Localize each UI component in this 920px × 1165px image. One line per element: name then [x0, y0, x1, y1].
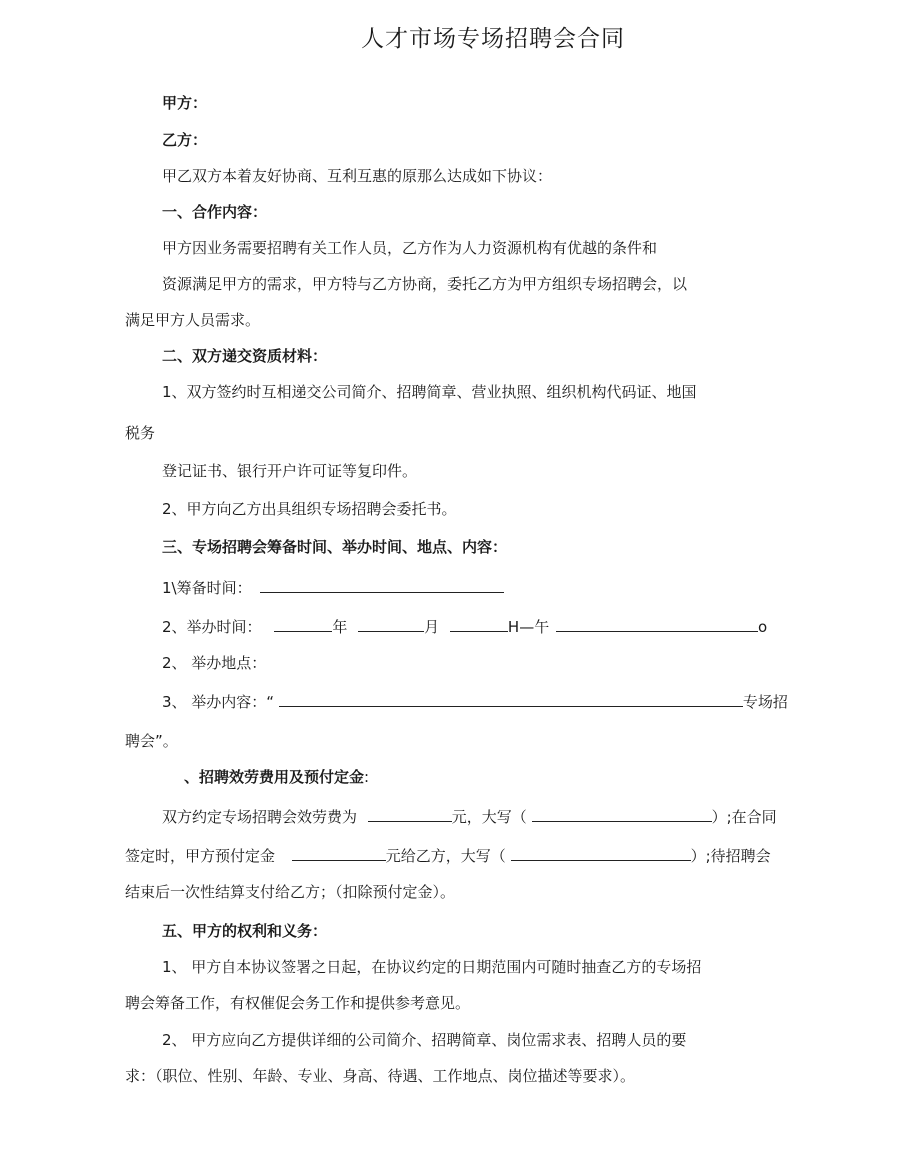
- section-5-line-2: 聘会筹备工作，有权催促会务工作和提供参考意见。: [125, 994, 471, 1012]
- section-5-line-4: 求：（职位、性别、年龄、专业、身高、待遇、工作地点、岗位描述等要求）。: [125, 1067, 636, 1085]
- section-1-line-3: 满足甲方人员需求。: [125, 311, 261, 329]
- intro-text: 甲乙双方本着友好协商、互利互惠的原那么达成如下协议：: [162, 167, 553, 185]
- hold-time-label: 2、举办时间：: [162, 618, 262, 636]
- content-blank: [279, 691, 743, 707]
- fee-line-2: [125, 845, 771, 866]
- fee-text-b: 元，大写（: [451, 808, 527, 826]
- hold-time-row: [162, 616, 767, 637]
- deposit-text-c: ）;待招聘会: [690, 847, 771, 865]
- deposit-uppercase-blank: [511, 845, 691, 861]
- section-2-line-4: 2、甲方向乙方出具组织专场招聘会委托书。: [162, 500, 457, 518]
- section-2-line-1: 1、双方签约时互相递交公司简介、招聘简章、营业执照、组织机构代码证、地国: [162, 383, 697, 401]
- fee-line-3: 结束后一次性结算支付给乙方；（扣除预付定金）。: [125, 883, 456, 901]
- deposit-text-a: 签定时，甲方预付定金: [125, 847, 276, 865]
- content-end: 聘会”。: [125, 732, 178, 750]
- section-5-heading: 五、甲方的权利和义务：: [162, 922, 328, 940]
- content-tail: 专场招: [742, 693, 788, 711]
- section-1-line-1: 甲方因业务需要招聘有关工作人员，乙方作为人力资源机构有优越的条件和: [162, 239, 658, 257]
- content-label: 3、 举办内容：“: [162, 693, 275, 711]
- prep-time-blank: [260, 577, 504, 593]
- month-blank: [358, 616, 424, 632]
- month-label: 月: [424, 618, 440, 636]
- section-4-heading-text: 、招聘效劳费用及预付定金: [184, 768, 365, 786]
- day-blank: [450, 616, 508, 632]
- place-label: 2、 举办地点：: [162, 654, 267, 672]
- section-4-heading-colon: :: [364, 768, 370, 786]
- section-5-line-3: 2、 甲方应向乙方提供详细的公司简介、招聘简章、岗位需求表、招聘人员的要: [162, 1031, 687, 1049]
- fee-uppercase-blank: [532, 806, 712, 822]
- section-5-line-1: 1、 甲方自本协议签署之日起，在协议约定的日期范围内可随时抽查乙方的专场招: [162, 958, 702, 976]
- section-1-heading: 一、合作内容：: [162, 203, 268, 221]
- year-blank: [274, 616, 332, 632]
- deposit-text-b: 元给乙方，大写（: [385, 847, 506, 865]
- fee-text-a: 双方约定专场招聘会效劳费为: [162, 808, 358, 826]
- party-b-label: 乙方：: [162, 131, 208, 149]
- section-2-line-2: 税务: [125, 424, 156, 442]
- fee-line-1: [162, 806, 777, 827]
- day-label: H—午: [507, 618, 550, 636]
- content-row: [162, 691, 788, 712]
- year-label: 年: [332, 618, 348, 636]
- document-title: 人才市场专场招聘会合同: [361, 26, 625, 52]
- end-mark: o: [757, 618, 768, 636]
- prep-time-row: [162, 577, 504, 598]
- section-4-heading: [184, 767, 369, 787]
- hour-blank: [556, 616, 758, 632]
- party-a-label: 甲方：: [162, 94, 208, 112]
- section-2-heading: 二、双方递交资质材料：: [162, 347, 328, 365]
- fee-text-c: ）;在合同: [711, 808, 777, 826]
- prep-time-label: 1\筹备时间：: [162, 579, 252, 597]
- deposit-amount-blank: [292, 845, 386, 861]
- section-3-heading: 三、专场招聘会筹备时间、举办时间、地点、内容：: [162, 538, 508, 556]
- fee-amount-blank: [368, 806, 452, 822]
- section-1-line-2: 资源满足甲方的需求，甲方特与乙方协商，委托乙方为甲方组织专场招聘会，以: [162, 275, 688, 293]
- section-2-line-3: 登记证书、银行开户许可证等复印件。: [162, 462, 418, 480]
